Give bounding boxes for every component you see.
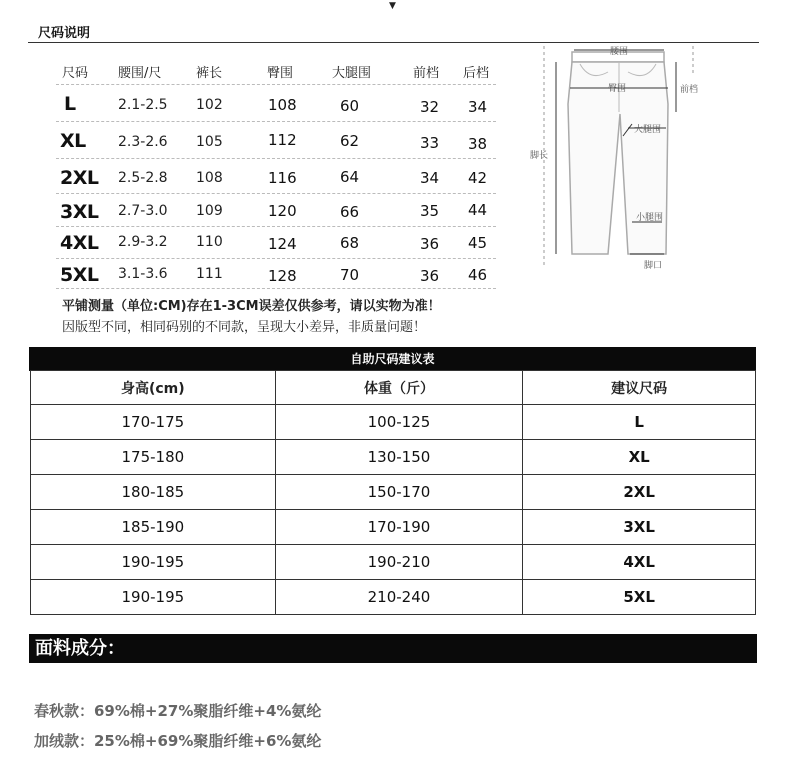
length-cell: 111 xyxy=(196,266,223,282)
height-cell: 190-195 xyxy=(31,580,276,615)
header-suggested-size: 建议尺码 xyxy=(523,371,756,405)
top-marker-icon: ▼ xyxy=(389,1,396,11)
pants-diagram-icon xyxy=(528,44,728,274)
hip-cell: 112 xyxy=(268,131,297,149)
front-rise-cell: 34 xyxy=(420,169,440,187)
row-divider xyxy=(56,121,496,122)
waist-cell: 2.7-3.0 xyxy=(118,203,168,219)
size-cell: 4XL xyxy=(523,545,756,580)
hip-cell: 124 xyxy=(268,235,297,253)
row-divider xyxy=(56,84,496,85)
diagram-label-waist: 腰围 xyxy=(610,47,629,57)
length-cell: 102 xyxy=(196,97,223,113)
length-cell: 110 xyxy=(196,234,223,250)
front-rise-cell: 36 xyxy=(420,267,440,285)
table-row xyxy=(31,475,756,510)
diagram-label-front-rise: 前档 xyxy=(680,85,699,95)
thigh-cell: 60 xyxy=(340,97,360,115)
back-rise-cell: 45 xyxy=(468,234,488,252)
front-rise-cell: 33 xyxy=(420,134,440,152)
section-divider xyxy=(28,42,759,43)
waist-cell: 3.1-3.6 xyxy=(118,266,168,282)
size-cell: XL xyxy=(60,130,86,152)
size-cell: 3XL xyxy=(523,510,756,545)
size-cell: 3XL xyxy=(60,201,99,223)
measurement-note: 平铺测量（单位:CM)存在1-3CM误差仅供参考，请以实物为准！ xyxy=(62,299,441,314)
diagram-label-leg-length: 脚长 xyxy=(530,151,549,161)
height-cell: 170-175 xyxy=(31,405,276,440)
section-title: 尺码说明 xyxy=(38,26,91,41)
header-size: 尺码 xyxy=(62,66,89,81)
diagram-label-hip: 臀围 xyxy=(608,84,627,94)
back-rise-cell: 42 xyxy=(468,169,488,187)
hip-cell: 116 xyxy=(268,169,297,187)
size-cell: XL xyxy=(523,440,756,475)
diagram-label-knee: 小腿围 xyxy=(636,213,664,223)
fabric-title: 面料成分： xyxy=(29,634,757,663)
size-cell: L xyxy=(64,93,76,115)
thigh-cell: 68 xyxy=(340,234,360,252)
thigh-cell: 64 xyxy=(340,168,360,186)
hip-cell: 128 xyxy=(268,267,297,285)
height-cell: 185-190 xyxy=(31,510,276,545)
front-rise-cell: 35 xyxy=(420,202,440,220)
back-rise-cell: 46 xyxy=(468,266,488,284)
table-header-row xyxy=(31,371,756,405)
waist-cell: 2.5-2.8 xyxy=(118,170,168,186)
weight-cell: 170-190 xyxy=(275,510,523,545)
back-rise-cell: 44 xyxy=(468,201,488,219)
front-rise-cell: 32 xyxy=(420,98,440,116)
weight-cell: 130-150 xyxy=(275,440,523,475)
row-divider xyxy=(56,158,496,159)
back-rise-cell: 38 xyxy=(468,135,488,153)
thigh-cell: 66 xyxy=(340,203,360,221)
size-cell: 5XL xyxy=(60,264,99,286)
header-weight: 体重（斤） xyxy=(275,371,523,405)
height-cell: 190-195 xyxy=(31,545,276,580)
fabric-spring-autumn: 春秋款：69%棉+27%聚脂纤维+4%氨纶 xyxy=(34,702,322,720)
size-cell: 5XL xyxy=(523,580,756,615)
size-cell: 2XL xyxy=(523,475,756,510)
weight-cell: 100-125 xyxy=(275,405,523,440)
recommendation-table xyxy=(30,370,756,615)
diagram-label-hem: 脚口 xyxy=(644,261,663,271)
fabric-fleece: 加绒款：25%棉+69%聚脂纤维+6%氨纶 xyxy=(34,732,322,750)
row-divider xyxy=(56,226,496,227)
table-row xyxy=(31,405,756,440)
back-rise-cell: 34 xyxy=(468,98,488,116)
waist-cell: 2.1-2.5 xyxy=(118,97,168,113)
length-cell: 105 xyxy=(196,134,223,150)
hip-cell: 120 xyxy=(268,202,297,220)
table-row xyxy=(31,580,756,615)
recommendation-title: 自助尺码建议表 xyxy=(29,347,756,371)
table-row xyxy=(31,545,756,580)
length-cell: 109 xyxy=(196,203,223,219)
waist-cell: 2.9-3.2 xyxy=(118,234,168,250)
header-front-rise: 前档 xyxy=(413,66,440,81)
table-row xyxy=(31,510,756,545)
row-divider xyxy=(56,288,496,289)
diagram-label-thigh: 大腿围 xyxy=(634,125,662,135)
header-hip: 臀围 xyxy=(267,66,294,81)
header-waist: 腰围/尺 xyxy=(118,66,162,81)
variance-note: 因版型不同，相同码别的不同款，呈现大小差异，非质量问题！ xyxy=(62,320,427,335)
header-thigh: 大腿围 xyxy=(332,66,372,81)
weight-cell: 150-170 xyxy=(275,475,523,510)
pants-diagram xyxy=(528,44,728,274)
length-cell: 108 xyxy=(196,170,223,186)
weight-cell: 210-240 xyxy=(275,580,523,615)
size-cell: 4XL xyxy=(60,232,99,254)
header-length: 裤长 xyxy=(196,66,223,81)
front-rise-cell: 36 xyxy=(420,235,440,253)
header-height: 身高(cm) xyxy=(31,371,276,405)
hip-cell: 108 xyxy=(268,96,297,114)
row-divider xyxy=(56,193,496,194)
header-back-rise: 后档 xyxy=(463,66,490,81)
thigh-cell: 62 xyxy=(340,132,360,150)
thigh-cell: 70 xyxy=(340,266,360,284)
size-cell: L xyxy=(523,405,756,440)
waist-cell: 2.3-2.6 xyxy=(118,134,168,150)
height-cell: 175-180 xyxy=(31,440,276,475)
size-cell: 2XL xyxy=(60,167,99,189)
row-divider xyxy=(56,258,496,259)
height-cell: 180-185 xyxy=(31,475,276,510)
weight-cell: 190-210 xyxy=(275,545,523,580)
table-row xyxy=(31,440,756,475)
